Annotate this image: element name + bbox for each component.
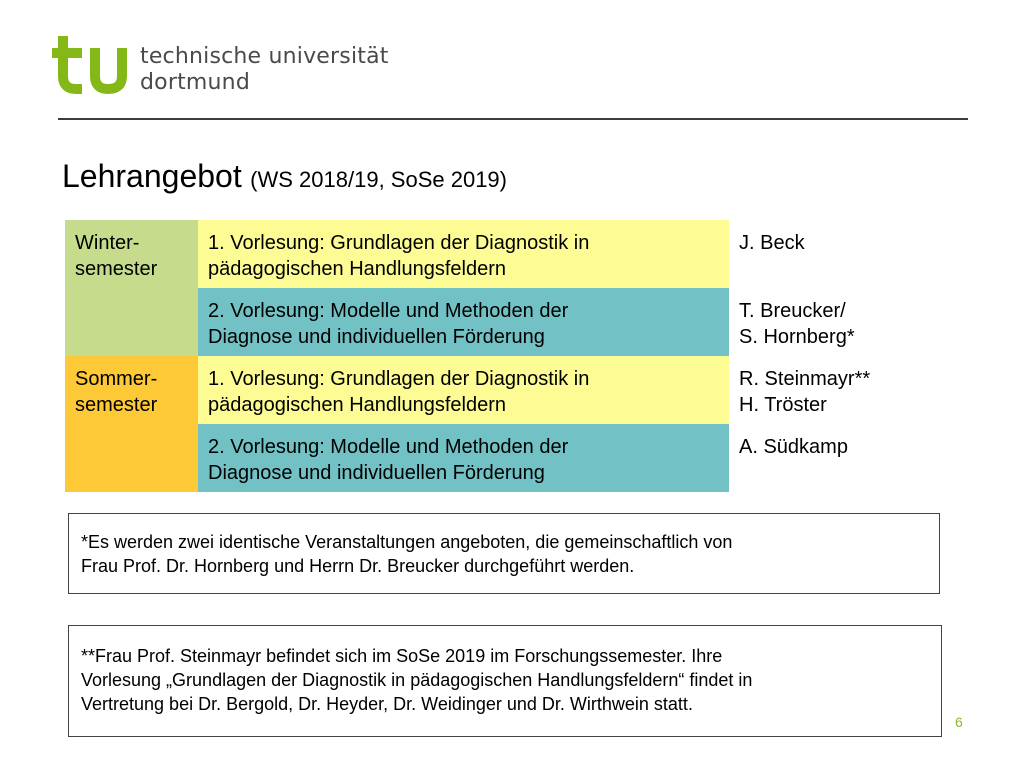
lecturer-cell: A. Südkamp [729, 424, 949, 492]
course-table [65, 220, 949, 492]
tu-logo-icon [52, 36, 132, 94]
table-row [65, 288, 949, 356]
course-cell: 2. Vorlesung: Modelle und Methoden der Diagnose und individuellen Förderung [198, 288, 729, 356]
university-name [140, 44, 389, 96]
lecturer-cell: T. Breucker/ S. Hornberg* [729, 288, 949, 356]
table-row [65, 220, 949, 288]
semester-summer-cell: Sommer- semester [65, 356, 198, 492]
title-subtitle: (WS 2018/19, SoSe 2019) [250, 167, 507, 192]
brand-line-1: technische universität [140, 44, 389, 69]
table-row [65, 424, 949, 492]
header-divider [58, 118, 968, 120]
course-cell: 2. Vorlesung: Modelle und Methoden der Diagnose und individuellen Förderung [198, 424, 729, 492]
footnote-box-hornberg: *Es werden zwei identische Veranstaltungen angeboten, die gemeinschaftlich von Frau Prof. Dr. Hornberg und Herrn Dr. Breucker durchgeführt werden. [68, 513, 940, 594]
footnote-box-steinmayr: **Frau Prof. Steinmayr befindet sich im SoSe 2019 im Forschungssemester. Ihre Vorlesung „Grundlagen der Diagnostik in pädagogischen Handlungsfeldern“ findet in Vertretung bei Dr. Bergold, Dr. Heyder, Dr. Weidinger und Dr. Wirthwein statt. [68, 625, 942, 737]
semester-winter-cell: Winter- semester [65, 220, 198, 356]
table-row [65, 356, 949, 424]
lecturer-cell: R. Steinmayr** H. Tröster [729, 356, 949, 424]
title-main: Lehrangebot [62, 158, 242, 194]
course-cell: 1. Vorlesung: Grundlagen der Diagnostik in pädagogischen Handlungsfeldern [198, 356, 729, 424]
brand-line-2: dortmund [140, 70, 250, 95]
course-cell: 1. Vorlesung: Grundlagen der Diagnostik in pädagogischen Handlungsfeldern [198, 220, 729, 288]
slide-title [62, 158, 507, 195]
lecturer-cell: J. Beck [729, 220, 949, 288]
page-number: 6 [955, 714, 963, 730]
